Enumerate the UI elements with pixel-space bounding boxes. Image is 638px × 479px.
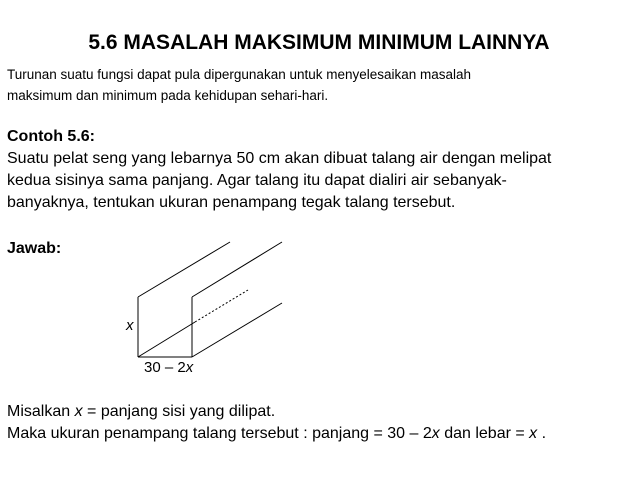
example-line-1: Suatu pelat seng yang lebarnya 50 cm akan dibuat talang air dengan melipat: [7, 150, 552, 167]
gutter-bottom-left-edge: [138, 322, 195, 357]
answer-line-1: Misalkan x = panjang sisi yang dilipat.: [7, 403, 276, 420]
page-title: 5.6 MASALAH MAKSIMUM MINIMUM LAINNYA: [88, 31, 550, 54]
gutter-hidden-edge: [195, 290, 248, 322]
answer-heading: Jawab:: [7, 240, 62, 257]
gutter-top-right-edge: [192, 242, 282, 297]
example-line-2: kedua sisinya sama panjang. Agar talang itu dapat dialiri air sebanyak-: [7, 172, 507, 189]
gutter-bottom-right-edge: [192, 303, 282, 357]
gutter-top-left-edge: [138, 242, 230, 297]
side-length-label: x: [126, 317, 134, 334]
intro-line-1: Turunan suatu fungsi dapat pula dipergunakan untuk menyelesaikan masalah: [7, 67, 472, 82]
base-length-label: 30 – 2x: [144, 359, 194, 376]
example-heading: Contoh 5.6:: [7, 128, 95, 145]
example-line-3: banyaknya, tentukan ukuran penampang tegak talang tersebut.: [7, 194, 456, 211]
intro-line-2: maksimum dan minimum pada kehidupan sehari-hari.: [7, 88, 329, 103]
answer-line-2: Maka ukuran penampang talang tersebut : panjang = 30 – 2x dan lebar = x .: [7, 425, 547, 442]
